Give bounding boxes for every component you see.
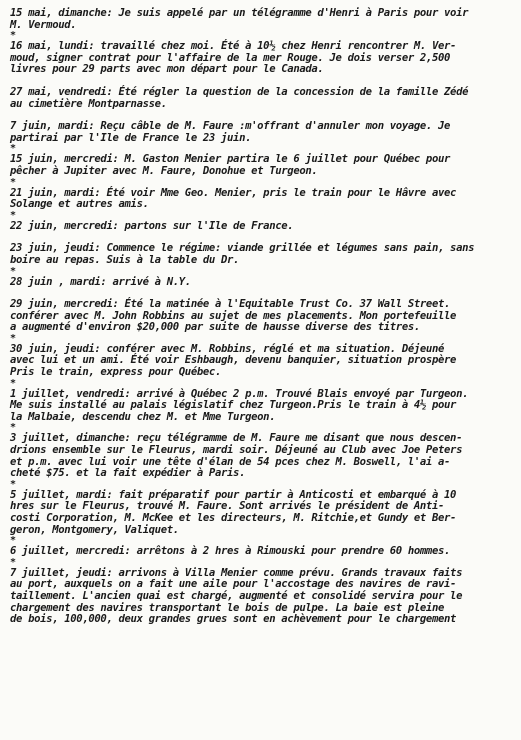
asterisk-marker: *: [10, 422, 17, 434]
entry-line: 1 juillet, vendredi: arrivé à Québec 2 p.m. Trouvé Blais envoyé par Turgeon.: [10, 387, 469, 400]
entry-line: et p.m. avec lui voir une tête d'élan de 54 pces chez M. Boswell, l'ai a-: [10, 455, 451, 468]
diary-entry-27-mai: [10, 87, 511, 121]
diary-entry-7-juin: [10, 121, 511, 154]
entry-line: 29 juin, mercredi: Été la matinée à l'Equitable Trust Co. 37 Wall Street.: [10, 298, 451, 311]
entry-line: la Malbaie, descendu chez M. et Mme Turgeon.: [10, 410, 276, 423]
diary-entry-5-juillet: [10, 490, 511, 546]
entry-line: 15 juin, mercredi: M. Gaston Menier partira le 6 juillet pour Québec pour: [10, 153, 451, 166]
asterisk-marker: *: [10, 556, 17, 568]
entry-line: Solange et autres amis.: [10, 198, 149, 211]
diary-entry-3-juillet: [10, 433, 511, 489]
entry-line: drions ensemble sur le Fleurus, mardi soir. Déjeuné au Club avec Joe Peters: [10, 444, 463, 457]
entry-line: 23 juin, jeudi: Commence le régime: viande grillée et légumes sans pain, sans: [10, 242, 475, 255]
entry-line: cheté $75. et la fait expédier à Paris.: [10, 467, 246, 480]
asterisk-marker: *: [10, 143, 17, 155]
asterisk-marker: *: [10, 209, 17, 221]
entry-line: conférer avec M. John Robbins au sujet de mes placements. Mon portefeuille: [10, 309, 457, 322]
asterisk-marker: *: [10, 535, 17, 547]
diary-entry-22-juin: [10, 221, 511, 244]
entry-line: Me suis installé au palais législatif chez Turgeon.Pris le train à 4½ pour: [10, 399, 457, 412]
entry-line: avec lui et un ami. Été voir Eshbaugh, devenu banquier, situation prospère: [10, 354, 457, 367]
entry-line: Pris le train, express pour Québec.: [10, 366, 221, 379]
entry-line: taillement. L'ancien quai est chargé, augmenté et consolidé servira pour le: [10, 589, 463, 602]
entry-line: chargement des navires transportant le bois de pulpe. La baie est pleine: [10, 601, 445, 614]
entry-line: hres sur le Fleurus, trouvé M. Faure. Sont arrivés le président de Anti-: [10, 500, 445, 513]
diary-entry-6-juillet: [10, 546, 511, 568]
diary-entry-23-juin: [10, 243, 511, 276]
entry-line: 22 juin, mercredi: partons sur l'Ile de France.: [10, 219, 294, 232]
asterisk-marker: *: [10, 30, 17, 42]
entry-line: 28 juin , mardi: arrivé à N.Y.: [10, 275, 191, 288]
entry-line: 30 juin, jeudi: conférer avec M. Robbins, réglé et ma situation. Déjeuné: [10, 342, 445, 355]
entry-line: 5 juillet, mardi: fait préparatif pour partir à Anticosti et embarqué à 10: [10, 488, 457, 501]
entry-line: pêcher à Jupiter avec M. Faure, Donohue et Turgeon.: [10, 164, 318, 177]
entry-line: 27 mai, vendredi: Été régler la question de la concession de la famille Zédé: [10, 85, 469, 98]
entry-line: 7 juillet, jeudi: arrivons à Villa Menier comme prévu. Grands travaux faits: [10, 566, 463, 579]
asterisk-marker: *: [10, 377, 17, 389]
diary-entry-29-juin: [10, 299, 511, 344]
diary-entry-16-mai: [10, 41, 511, 87]
entry-line: moud, signer contrat pour l'affaire de la mer Rouge. Je dois verser 2,500: [10, 51, 451, 64]
asterisk-marker: *: [10, 478, 17, 490]
entry-line: boire au repas. Suis à la table du Dr.: [10, 253, 240, 266]
asterisk-marker: *: [10, 265, 17, 277]
entry-line: geron, Montgomery, Valiquet.: [10, 523, 179, 536]
entry-line: costi Corporation, M. McKee et les directeurs, M. Ritchie,et Gundy et Ber-: [10, 512, 457, 524]
entry-line: 16 mai, lundi: travaillé chez moi. Été à 10½ chez Henri rencontrer M. Ver-: [10, 40, 457, 53]
diary-entry-7-juillet: [10, 568, 511, 626]
entry-line: 15 mai, dimanche: Je suis appelé par un télégramme d'Henri à Paris pour voir: [10, 7, 469, 19]
asterisk-marker: *: [10, 332, 17, 344]
entry-line: 7 juin, mardi: Reçu câble de M. Faure :m'offrant d'annuler mon voyage. Je: [10, 120, 451, 133]
entry-line: 21 juin, mardi: Été voir Mme Geo. Menier, pris le train pour le Hâvre avec: [10, 186, 457, 199]
diary-entry-1-juillet: [10, 389, 511, 434]
entry-line: au port, auxquels on a fait une aile pour l'accostage des navires de ravi-: [10, 578, 457, 591]
entry-line: a augmenté d'environ $20,000 par suite de hausse diverse des titres.: [10, 321, 420, 334]
diary-entry-28-juin: [10, 277, 511, 300]
entry-line: 6 juillet, mercredi: arrêtons à 2 hres à Rimouski pour prendre 60 hommes.: [10, 545, 451, 558]
asterisk-marker: *: [10, 176, 17, 188]
diary-entry-15-juin: [10, 154, 511, 187]
entry-line: 3 juillet, dimanche: reçu télégramme de M. Faure me disant que nous descen-: [10, 432, 463, 445]
entry-line: partirai par l'Ile de France le 23 juin.: [10, 131, 252, 144]
entry-line: de bois, 100,000, deux grandes grues sont en achèvement pour le chargement: [10, 613, 457, 626]
diary-entry-21-juin: [10, 188, 511, 221]
entry-line: M. Vermoud.: [10, 18, 77, 31]
entry-line: livres pour 29 parts avec mon départ pour le Canada.: [10, 63, 324, 76]
diary-entry-30-juin: [10, 344, 511, 389]
diary-entry-15-mai: [10, 8, 511, 41]
entry-line: au cimetière Montparnasse.: [10, 97, 167, 110]
